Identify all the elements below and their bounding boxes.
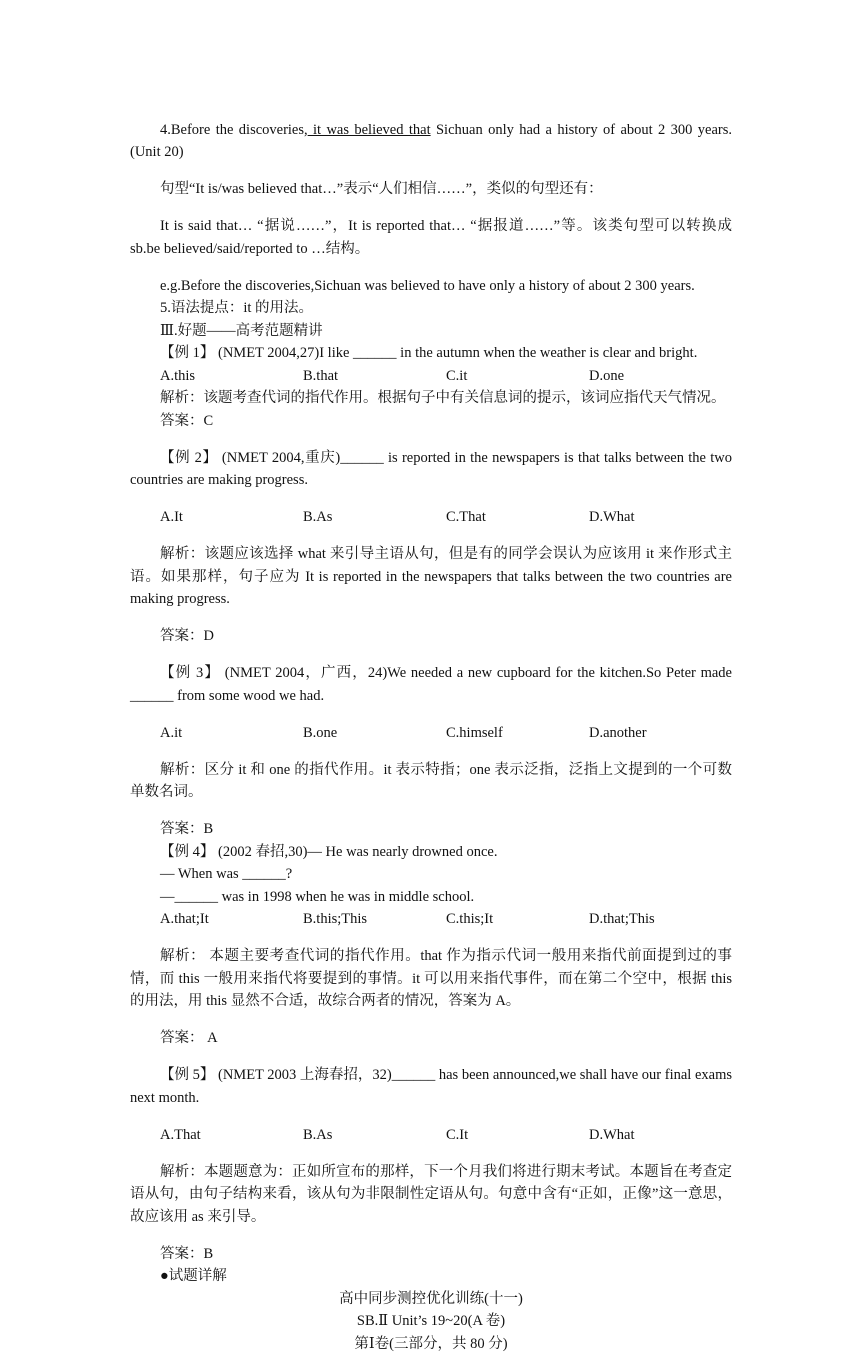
ex4-option-a: A.that;It bbox=[160, 908, 303, 931]
ex2-answer: 答案：D bbox=[130, 625, 732, 648]
ex5-options bbox=[130, 1124, 732, 1147]
test-part-heading: 第Ⅰ卷(三部分，共 80 分) bbox=[130, 1333, 732, 1355]
example-sentence: e.g.Before the discoveries,Sichuan was believed to have only a history of about 2 300 years. bbox=[130, 275, 732, 298]
ex4-question: 【例 4】 (2002 春招,30)— He was nearly drowned once. bbox=[130, 841, 732, 864]
ex3-option-a: A.it bbox=[160, 722, 303, 745]
ex5-option-a: A.That bbox=[160, 1124, 303, 1147]
item4-sentence bbox=[130, 119, 732, 164]
ex3-options bbox=[130, 722, 732, 745]
ex5-option-b: B.As bbox=[303, 1124, 446, 1147]
ex2-analysis: 解析：该题应该选择 what 来引导主语从句，但是有的同学会误认为应该用 it 来作形式主语。如果那样，句子应为 It is reported in the newspapers that talks between the two countries are making progress. bbox=[130, 543, 732, 611]
ex3-option-c: C.himself bbox=[446, 722, 589, 745]
ex3-analysis: 解析：区分 it 和 one 的指代作用。it 表示特指；one 表示泛指，泛指上文提到的一个可数单数名词。 bbox=[130, 759, 732, 804]
item4-pre: 4.Before the discoveries, bbox=[160, 122, 308, 138]
ex1-options bbox=[130, 365, 732, 388]
ex2-option-d: D.What bbox=[589, 506, 732, 529]
ex5-option-d: D.What bbox=[589, 1124, 732, 1147]
section-heading: Ⅲ.好题——高考范题精讲 bbox=[130, 320, 732, 343]
ex1-analysis: 解析：该题考查代词的指代作用。根据句子中有关信息词的提示，该词应指代天气情况。 bbox=[130, 387, 732, 410]
ex1-option-b: B.that bbox=[303, 365, 446, 388]
ex4-option-d: D.that;This bbox=[589, 908, 732, 931]
ex1-question: 【例 1】 (NMET 2004,27)I like ______ in the autumn when the weather is clear and bright. bbox=[130, 342, 732, 365]
ex4-question-line2: — When was ______? bbox=[130, 863, 732, 886]
document-page bbox=[130, 104, 732, 1355]
ex4-option-c: C.this;It bbox=[446, 908, 589, 931]
ex4-answer: 答案： A bbox=[130, 1027, 732, 1050]
ex5-question: 【例 5】 (NMET 2003 上海春招，32)______ has been announced,we shall have our final exams next month. bbox=[130, 1064, 732, 1109]
ex4-question-line3: —______ was in 1998 when he was in middle school. bbox=[130, 886, 732, 909]
grammar-point: 5.语法提点：it 的用法。 bbox=[130, 297, 732, 320]
ex4-analysis: 解析： 本题主要考查代词的指代作用。that 作为指示代词一般用来指代前面提到过的事情，而 this 一般用来指代将要提到的事情。it 可以用来指代事件，而在第二个空中，根据 this 的用法，用 this 显然不合适，故综合两者的情况，答案为 A。 bbox=[130, 945, 732, 1013]
pattern-note: 句型“It is/was believed that…”表示“人们相信……”，类似的句型还有： bbox=[130, 178, 732, 201]
ex2-option-b: B.As bbox=[303, 506, 446, 529]
ex4-options bbox=[130, 908, 732, 931]
ex2-question: 【例 2】 (NMET 2004,重庆)______ is reported in the newspapers is that talks between the two countries are making progress. bbox=[130, 447, 732, 492]
item4-post: Sichuan only had a history of about 2 300 years.(Unit 20) bbox=[130, 122, 732, 161]
ex5-option-c: C.It bbox=[446, 1124, 589, 1147]
ex1-option-d: D.one bbox=[589, 365, 732, 388]
ex1-option-a: A.this bbox=[160, 365, 303, 388]
test-title: 高中同步测控优化训练(十一) bbox=[130, 1288, 732, 1311]
ex3-answer: 答案：B bbox=[130, 818, 732, 841]
ex5-answer: 答案：B bbox=[130, 1243, 732, 1266]
ex3-question: 【例 3】 (NMET 2004，广西，24)We needed a new cupboard for the kitchen.So Peter made ______ from some wood we had. bbox=[130, 662, 732, 707]
item4-underlined: it was believed that bbox=[308, 122, 431, 138]
ex3-option-b: B.one bbox=[303, 722, 446, 745]
ex2-option-a: A.It bbox=[160, 506, 303, 529]
ex2-options bbox=[130, 506, 732, 529]
ex1-option-c: C.it bbox=[446, 365, 589, 388]
ex5-analysis: 解析：本题题意为：正如所宣布的那样，下一个月我们将进行期末考试。本题旨在考查定语从句，由句子结构来看，该从句为非限制性定语从句。句意中含有“正如，正像”这一意思，故应该用 as 来引导。 bbox=[130, 1161, 732, 1229]
similar-patterns: It is said that… “据说……”，It is reported that… “据报道……”等。该类句型可以转换成 sb.be believed/said/reported to …结构。 bbox=[130, 215, 732, 260]
ex2-option-c: C.That bbox=[446, 506, 589, 529]
details-heading: ●试题详解 bbox=[130, 1265, 732, 1288]
ex3-option-d: D.another bbox=[589, 722, 732, 745]
test-subtitle: SB.Ⅱ Unit’s 19~20(A 卷) bbox=[130, 1310, 732, 1333]
ex1-answer: 答案：C bbox=[130, 410, 732, 433]
ex4-option-b: B.this;This bbox=[303, 908, 446, 931]
